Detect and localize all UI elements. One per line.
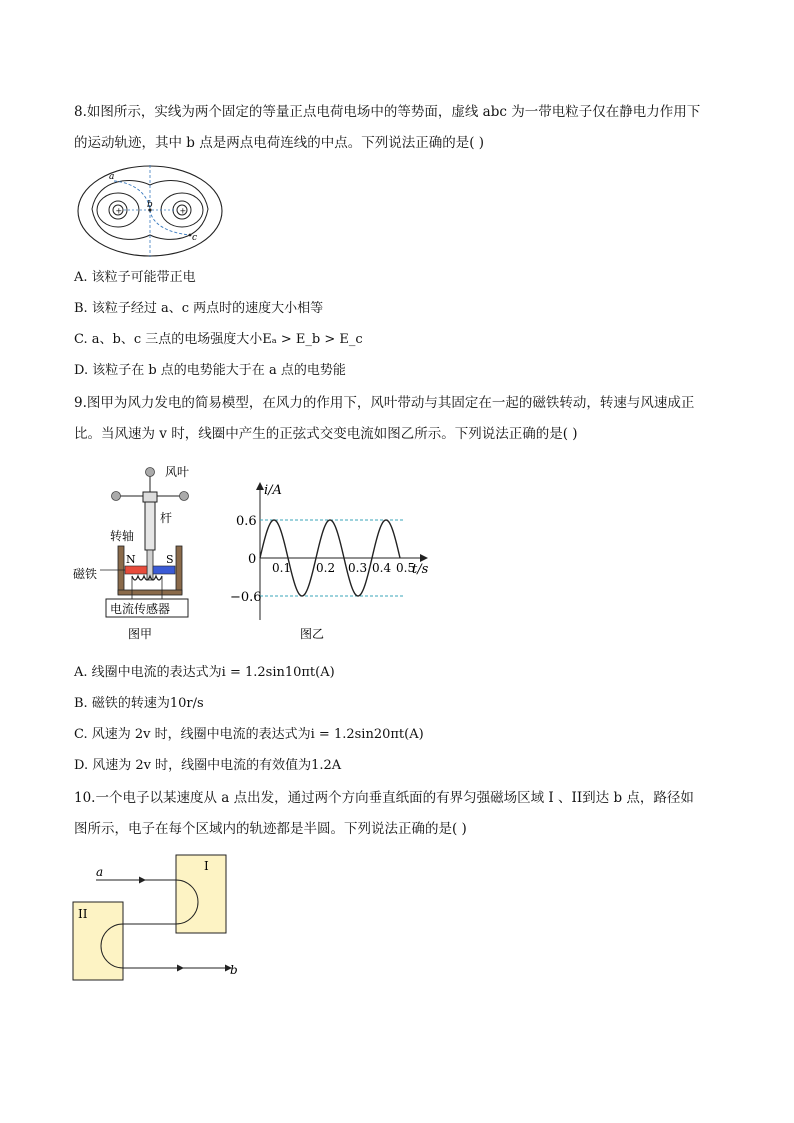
q9-caption-yi: 图乙 [300,627,325,641]
q9-label-N: N [126,553,136,566]
q9-origin: 0 [248,552,257,567]
q9-option-c: C. 风速为 2v 时，线圈中电流的表达式为i = 1.2sin20πt(A) [74,727,424,742]
q9-label-magnet: 磁铁 [73,567,98,581]
q8-label-b: b [147,200,153,210]
q9-label-shaft: 转轴 [110,529,135,543]
q8-option-b: B. 该粒子经过 a、c 两点时的速度大小相等 [74,301,324,316]
q9-xlabel: t/s [412,562,429,577]
q8-option-d: D. 该粒子在 b 点的电势能大于在 a 点的电势能 [74,363,346,378]
q8-label-a: a [109,172,115,182]
q9-xtick-0.1: 0.1 [272,561,292,575]
q8-option-a: A. 该粒子可能带正电 [74,270,196,285]
q8-plus-left: + [115,206,123,216]
q9-label-blade: 风叶 [165,465,190,479]
q9-xtick-0.2: 0.2 [316,561,336,575]
q10-label-region1: I [204,859,209,873]
q10-stem-line2: 图所示，电子在每个区域内的轨迹都是半圆。下列说法正确的是( ) [74,821,467,837]
q9-ytick-top: 0.6 [236,514,257,529]
q9-label-S: S [166,553,174,566]
q9-option-a: A. 线圈中电流的表达式为i = 1.2sin10πt(A) [74,665,335,680]
q9-figure-yi [228,478,438,646]
q10-label-region2: II [78,907,88,921]
q9-xtick-0.4: 0.4 [372,561,392,575]
q10-label-a: a [96,865,104,879]
q10-stem-line1: 10.一个电子以某速度从 a 点出发，通过两个方向垂直纸面的有界匀强磁场区域 I 、II到达 b 点，路径如 [74,790,694,806]
q8-plus-right: + [179,206,187,216]
q9-label-sensor: 电流传感器 [110,602,171,616]
q9-xtick-0.3: 0.3 [348,561,368,575]
q9-figure-jia [70,462,210,647]
q8-stem-line2: 的运动轨迹，其中 b 点是两点电荷连线的中点。下列说法正确的是( ) [74,135,485,151]
q9-label-rod: 杆 [160,511,173,525]
q9-stem-line1: 9.图甲为风力发电的简易模型，在风力的作用下，风叶带动与其固定在一起的磁铁转动，转速与风速成正 [74,395,695,411]
q9-ylabel: i/A [264,483,282,498]
q8-option-c: C. a、b、c 三点的电场强度大小Eₐ > E_b > E_c [74,332,363,347]
q9-caption-jia: 图甲 [128,627,153,641]
q9-stem-line2: 比。当风速为 v 时，线圈中产生的正弦式交变电流如图乙所示。下列说法正确的是( ) [74,426,578,442]
q8-label-c: c [192,233,198,243]
q9-option-d: D. 风速为 2v 时，线圈中电流的有效值为1.2A [74,758,342,773]
q8-equipotential-figure [74,163,224,263]
q10-magnetic-field-figure [70,852,270,984]
q8-stem-line1: 8.如图所示，实线为两个固定的等量正点电荷电场中的等势面，虚线 abc 为一带电粒子仅在静电力作用下 [74,104,701,120]
q9-ytick-bottom: −0.6 [230,590,262,605]
q9-option-b: B. 磁铁的转速为10r/s [74,696,204,711]
q9-xtick-0.5: 0.5 [396,561,416,575]
q10-region-1 [176,855,226,933]
q10-label-b: b [230,963,238,977]
